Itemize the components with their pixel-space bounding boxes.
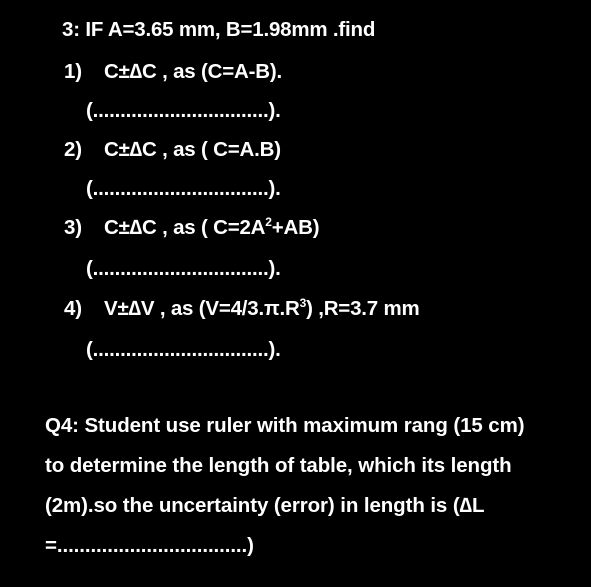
item-expression — [104, 296, 420, 321]
item-expression: C±∆C , as (C=A-B). — [104, 60, 282, 83]
superscript: 2 — [265, 215, 272, 229]
superscript: 3 — [299, 296, 307, 310]
item-expression — [104, 215, 319, 240]
question-4-answer-blank: =..................................) — [45, 534, 254, 557]
question-4-line-1: Q4: Student use ruler with maximum rang (15 cm) — [45, 414, 525, 437]
q3-item-2-answer-blank: (................................). — [86, 177, 281, 200]
expression-tail: ) ,R=3.7 mm — [306, 297, 420, 320]
item-number: 1) — [64, 60, 82, 83]
item-number: 2) — [64, 138, 82, 161]
item-number: 3) — [64, 216, 82, 239]
item-number: 4) — [64, 297, 82, 320]
question-4-line-2: to determine the length of table, which its length — [45, 454, 512, 477]
q3-item-3-answer-blank: (................................). — [86, 257, 281, 280]
expression-tail: +AB) — [271, 216, 320, 239]
q3-item-3 — [64, 215, 319, 240]
item-expression: C±∆C , as ( C=A.B) — [104, 138, 281, 161]
q3-item-2 — [64, 138, 281, 162]
expression-main: C±∆C , as ( C=2A — [104, 216, 266, 239]
q3-item-4-answer-blank: (................................). — [86, 338, 281, 361]
question-3-heading: 3: IF A=3.65 mm, B=1.98mm .find — [62, 18, 376, 41]
expression-main: V±∆V , as (V=4/3.π.R — [104, 297, 300, 320]
question-4-line-3: (2m).so the uncertainty (error) in length is (∆L — [45, 494, 485, 517]
q3-item-1-answer-blank: (................................). — [86, 99, 281, 122]
q3-item-1 — [64, 60, 282, 84]
q3-item-4 — [64, 296, 420, 321]
